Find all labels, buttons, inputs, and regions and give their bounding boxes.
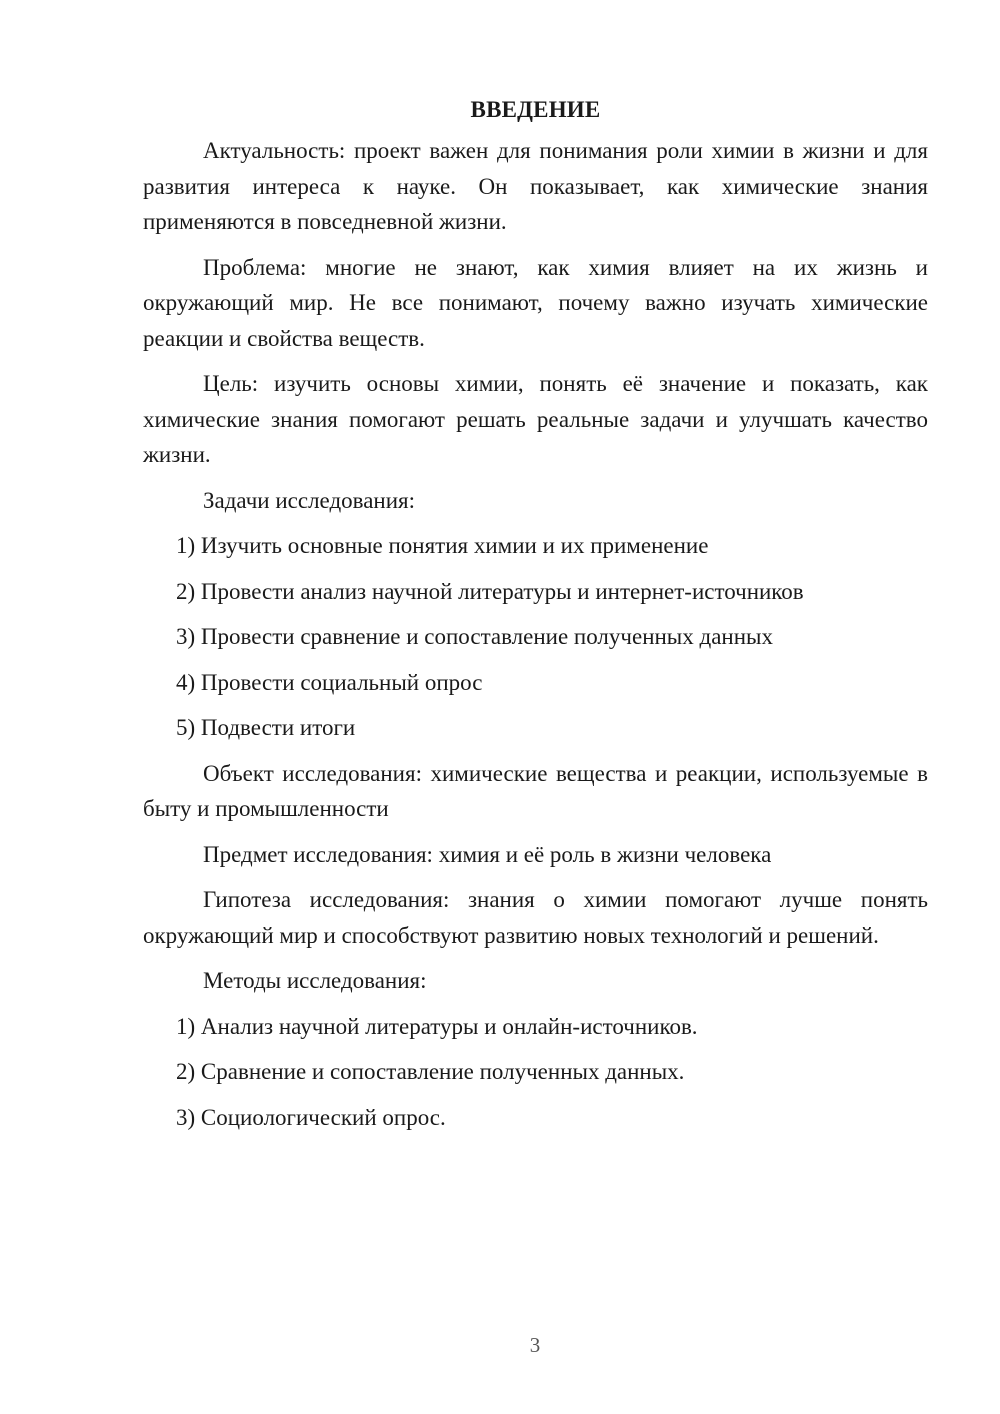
list-item: 5) Подвести итоги [176, 715, 356, 740]
list-item: 1) Анализ научной литературы и онлайн-источников. [176, 1013, 698, 1039]
document-page [143, 92, 928, 1145]
tasks-heading: Задачи исследования: [203, 487, 416, 513]
list-item: 3) Провести сравнение и сопоставление полученных данных [176, 624, 773, 649]
paragraph-goal: Цель: изучить основы химии, понять её значение и показать, как химические знания помогают решать реальные задачи и улучшать качество жизни. [143, 371, 928, 467]
methods-list [143, 1009, 928, 1136]
paragraph-hypothesis: Гипотеза исследования: знания о химии помогают лучше понять окружающий мир и способствуют развитию новых технологий и решений. [143, 887, 928, 948]
paragraph-object: Объект исследования: химические вещества и реакции, используемые в быту и промышленности [143, 760, 928, 821]
list-item: 1) Изучить основные понятия химии и их применение [176, 533, 709, 558]
paragraph-problem: Проблема: многие не знают, как химия влияет на их жизнь и окружающий мир. Не все понимают, почему важно изучать химические реакции и свойства веществ. [143, 254, 928, 351]
section-title: ВВЕДЕНИЕ [470, 97, 601, 122]
page-number: 3 [529, 1333, 541, 1357]
methods-heading: Методы исследования: [203, 968, 427, 993]
list-item: 2) Сравнение и сопоставление полученных данных. [176, 1059, 685, 1084]
paragraph-subject: Предмет исследования: химия и её роль в жизни человека [203, 841, 772, 867]
list-item: 3) Социологический опрос. [176, 1104, 446, 1130]
tasks-list [143, 528, 928, 746]
list-item: 2) Провести анализ научной литературы и интернет-источников [176, 578, 804, 604]
list-item: 4) Провести социальный опрос [176, 669, 483, 695]
paragraph-relevance: Актуальность: проект важен для понимания роли химии в жизни и для развития интереса к науке. Он показывает, как химические знания применяются в повседневной жизни. [143, 138, 928, 234]
